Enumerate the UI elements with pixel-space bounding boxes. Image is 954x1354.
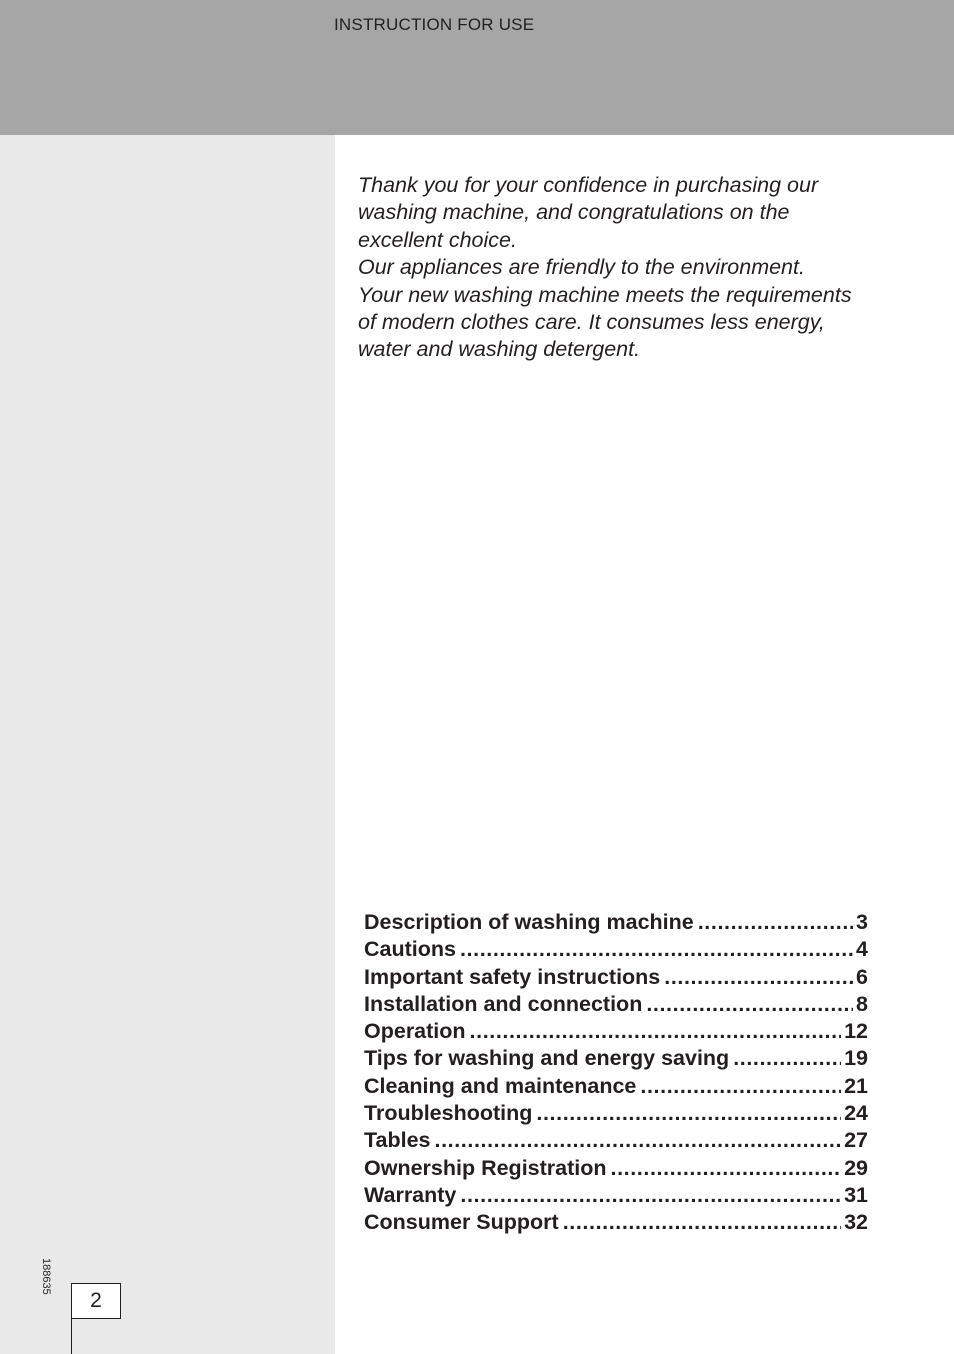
intro-line: washing machine, and congratulations on the (358, 200, 790, 225)
toc-leader-dots (664, 964, 853, 991)
toc-entry-label: Important safety instructions (364, 964, 661, 989)
toc-entry-label: Warranty (364, 1182, 457, 1207)
document-code: 188635 (40, 1258, 52, 1295)
toc-entry[interactable] (364, 991, 868, 1018)
toc-leader-dots (470, 1018, 842, 1045)
toc-leader-dots (536, 1100, 841, 1127)
toc-entry-page: 8 (856, 991, 868, 1016)
intro-line: water and washing detergent. (358, 337, 641, 362)
toc-leader-dots (460, 1182, 841, 1209)
toc-leader-dots (435, 1127, 842, 1154)
toc-leader-dots (563, 1209, 841, 1236)
toc-entry[interactable] (364, 1073, 868, 1100)
toc-entry[interactable] (364, 1155, 868, 1182)
intro-line: Your new washing machine meets the requirements (358, 282, 852, 307)
toc-entry-label: Ownership Registration (364, 1155, 607, 1180)
toc-entry[interactable] (364, 964, 868, 991)
toc-entry-label: Description of washing machine (364, 910, 694, 934)
toc-entry[interactable] (364, 909, 868, 936)
toc-entry[interactable] (364, 936, 868, 963)
toc-entry-label: Cleaning and maintenance (364, 1073, 637, 1098)
toc-entry-page: 31 (844, 1182, 868, 1207)
toc-entry[interactable] (364, 1100, 868, 1127)
toc-entry-label: Tables (364, 1128, 431, 1153)
toc-leader-dots (698, 909, 853, 936)
intro-text (358, 172, 918, 364)
intro-line: Our appliances are friendly to the environment. (358, 255, 805, 280)
table-of-contents (364, 909, 868, 1237)
toc-entry-page: 6 (856, 964, 868, 989)
toc-entry-page: 3 (856, 910, 868, 934)
left-margin-panel (0, 135, 335, 1354)
toc-entry-label: Installation and connection (364, 991, 643, 1016)
toc-entry[interactable] (364, 1018, 868, 1045)
toc-entry-page: 21 (844, 1073, 868, 1098)
toc-entry[interactable] (364, 1045, 868, 1072)
toc-entry-label: Cautions (364, 937, 456, 962)
toc-entry-label: Consumer Support (364, 1210, 559, 1235)
toc-entry-page: 29 (844, 1155, 868, 1180)
toc-entry-label: Troubleshooting (364, 1101, 533, 1126)
intro-line: of modern clothes care. It consumes less energy, (358, 310, 825, 335)
toc-entry-label: Tips for washing and energy saving (364, 1046, 730, 1071)
toc-leader-dots (646, 991, 853, 1018)
toc-entry-page: 19 (844, 1046, 868, 1071)
toc-entry-page: 32 (844, 1210, 868, 1235)
toc-entry-page: 27 (844, 1128, 868, 1153)
toc-entry[interactable] (364, 1209, 868, 1236)
intro-line: excellent choice. (358, 227, 517, 252)
toc-leader-dots (733, 1045, 841, 1072)
toc-entry-page: 4 (856, 937, 868, 962)
toc-entry[interactable] (364, 1127, 868, 1154)
intro-line: Thank you for your confidence in purchasing our (358, 173, 819, 197)
page-number: 2 (71, 1283, 121, 1319)
toc-leader-dots (460, 936, 853, 963)
toc-leader-dots (640, 1073, 841, 1100)
page-header-title: INSTRUCTION FOR USE (334, 15, 535, 34)
page-number-divider (71, 1318, 72, 1354)
toc-entry[interactable] (364, 1182, 868, 1209)
toc-entry-page: 12 (844, 1019, 868, 1044)
toc-leader-dots (611, 1155, 842, 1182)
header-band (0, 0, 954, 135)
toc-entry-page: 24 (844, 1101, 868, 1126)
toc-entry-label: Operation (364, 1019, 466, 1044)
